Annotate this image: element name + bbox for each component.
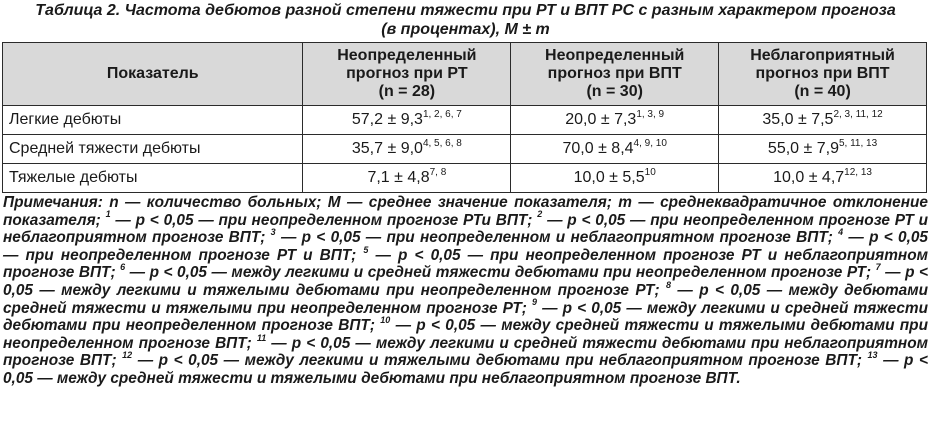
column-header-line: Неблагоприятный xyxy=(750,47,895,64)
note-marker: 3 xyxy=(270,227,276,238)
row-label: Легкие дебюты xyxy=(3,106,303,135)
note-text: — p < 0,05 — при неопределенном прогнозе РТ и ВПТ; xyxy=(3,229,928,264)
table-notes xyxy=(3,194,928,388)
column-header-line: Неопределенный xyxy=(337,47,477,64)
table-cell xyxy=(511,135,719,164)
column-header xyxy=(3,43,303,106)
table-caption xyxy=(0,0,931,39)
cell-value: 10,0 ± 4,7 xyxy=(773,169,845,186)
note-marker: 10 xyxy=(380,315,391,326)
note-marker: 4 xyxy=(838,227,844,238)
column-header-line: прогноз при РТ xyxy=(346,65,468,82)
column-header-line: прогноз при ВПТ xyxy=(547,65,682,82)
table-cell xyxy=(719,106,927,135)
note-text: Примечания: n — количество больных; M — среднее значение показателя; m — среднеквадратичное отклонение показателя; xyxy=(3,194,928,229)
note-marker: 1 xyxy=(105,209,111,220)
table-cell xyxy=(511,164,719,193)
note-text: — p < 0,05 — между легкими и средней тяжести дебютами при неопределенном прогнозе РТ; xyxy=(125,264,876,282)
note-marker: 8 xyxy=(665,279,671,290)
note-text: — p < 0,05 — между средней тяжести и тяжелыми дебютами при неблагоприятном прогнозе ВПТ. xyxy=(3,352,929,387)
note-text: — p < 0,05 — при неопределенном прогнозе РТ и неблагоприятном прогнозе ВПТ; xyxy=(3,246,928,282)
cell-footnote-refs: 4, 9, 10 xyxy=(633,137,667,149)
cell-value: 20,0 ± 7,3 xyxy=(565,111,637,128)
column-header-line: Показатель xyxy=(106,65,199,82)
header-row xyxy=(3,43,927,106)
column-header xyxy=(719,43,927,106)
cell-value: 35,0 ± 7,5 xyxy=(762,111,834,128)
cell-footnote-refs: 12, 13 xyxy=(844,166,872,178)
data-table xyxy=(2,42,927,193)
note-text: — p < 0,05 — между легкими и тяжелыми дебютами при неблагоприятном прогнозе ВПТ; xyxy=(132,352,868,370)
column-header-line: (n = 30) xyxy=(586,83,643,100)
note-text: — p < 0,05 — между средней тяжести и тяжелыми дебютами при неопределенном прогнозе ВПТ; xyxy=(3,317,928,352)
note-text: — p < 0,05 — при неопределенном прогнозе РТ и неблагоприятном прогнозе ВПТ; xyxy=(3,211,928,247)
table-body xyxy=(3,106,927,193)
row-label: Тяжелые дебюты xyxy=(3,164,303,193)
column-header-line: (n = 40) xyxy=(794,83,851,100)
cell-value: 10,0 ± 5,5 xyxy=(573,169,645,186)
cell-footnote-refs: 7, 8 xyxy=(429,166,447,178)
cell-value: 55,0 ± 7,9 xyxy=(767,140,839,157)
note-marker: 9 xyxy=(531,297,537,308)
note-marker: 2 xyxy=(537,209,543,220)
note-text: — p < 0,05 — между легкими и тяжелыми дебютами при неопределенном прогнозе РТ; xyxy=(3,264,928,299)
caption-line-1: Таблица 2. Частота дебютов разной степени тяжести при РТ и ВПТ РС с разным характером прогноза xyxy=(35,2,896,19)
cell-value: 70,0 ± 8,4 xyxy=(562,140,634,157)
cell-footnote-refs: 5, 11, 13 xyxy=(838,137,878,149)
note-marker: 13 xyxy=(867,350,878,361)
note-marker: 12 xyxy=(122,350,133,361)
cell-footnote-refs: 10 xyxy=(644,166,656,178)
cell-footnote-refs: 2, 3, 11, 12 xyxy=(833,108,883,120)
table-cell xyxy=(719,164,927,193)
table-row xyxy=(3,135,927,164)
caption-line-2: (в процентах), M ± m xyxy=(381,21,550,38)
table-cell xyxy=(303,164,511,193)
note-text: — p < 0,05 — между легкими и средней тяжести дебютами при неблагоприятном прогнозе ВПТ; xyxy=(3,334,929,370)
cell-value: 35,7 ± 9,0 xyxy=(351,140,423,157)
column-header xyxy=(511,43,719,106)
note-marker: 5 xyxy=(363,244,369,255)
cell-footnote-refs: 1, 2, 6, 7 xyxy=(422,108,462,120)
note-marker: 7 xyxy=(875,262,881,273)
table-cell xyxy=(303,135,511,164)
table-row xyxy=(3,106,927,135)
note-marker: 11 xyxy=(256,332,267,343)
row-label: Средней тяжести дебюты xyxy=(3,135,303,164)
table-cell xyxy=(719,135,927,164)
table-header xyxy=(3,43,927,106)
note-text: — p < 0,05 — между легкими и средней тяжести дебютами при неопределенном прогнозе ВПТ; xyxy=(3,299,928,335)
note-marker: 6 xyxy=(120,262,126,273)
cell-value: 57,2 ± 9,3 xyxy=(351,111,423,128)
column-header-line: Неопределенный xyxy=(545,47,685,64)
table-cell xyxy=(303,106,511,135)
note-text: — p < 0,05 — между дебютами средней тяжести и тяжелыми при неопределенном прогнозе РТ; xyxy=(3,281,928,317)
cell-footnote-refs: 4, 5, 6, 8 xyxy=(422,137,462,149)
note-text: — p < 0,05 — при неопределенном прогнозе РТи ВПТ; xyxy=(110,211,538,229)
table-row xyxy=(3,164,927,193)
column-header-line: (n = 28) xyxy=(378,83,436,100)
column-header xyxy=(303,43,511,106)
cell-footnote-refs: 1, 3, 9 xyxy=(636,108,665,120)
column-header-line: прогноз при ВПТ xyxy=(755,65,890,82)
cell-value: 7,1 ± 4,8 xyxy=(367,169,430,186)
table-cell xyxy=(511,106,719,135)
note-text: — p < 0,05 — при неопределенном и неблагоприятном прогнозе ВПТ; xyxy=(275,229,839,247)
